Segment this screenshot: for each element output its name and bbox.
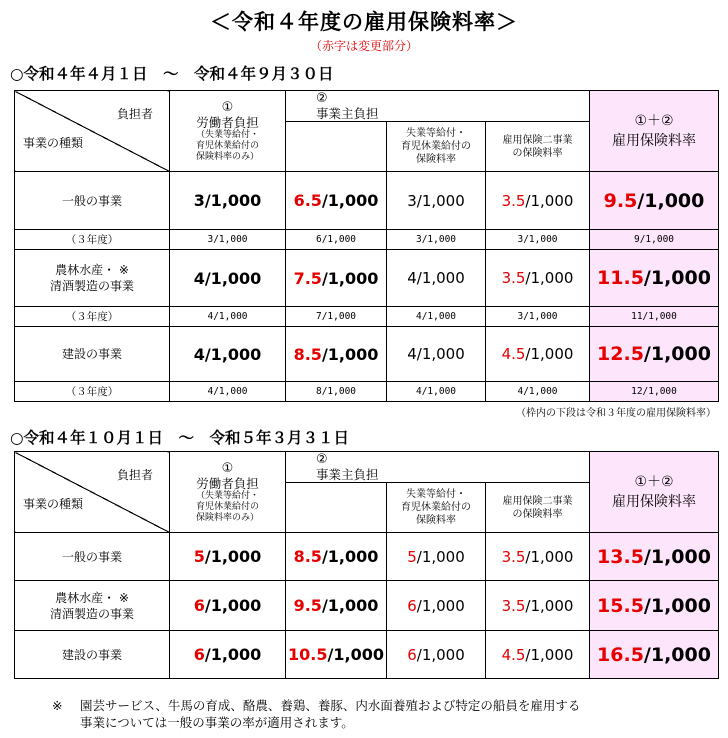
cell-twoproj (486, 250, 590, 307)
cell-twoproj (486, 533, 590, 581)
table-header-row (15, 91, 719, 122)
header-worker-note1: （失業等給付・ (195, 129, 259, 140)
header-employer (286, 91, 590, 122)
header-unemp2: 育児休業給付の (401, 502, 471, 513)
header-kind: 事業の種類 (23, 497, 84, 511)
cell-worker: 4/1,000 (170, 327, 286, 382)
header-twoproj2: の保険料率 (512, 147, 563, 159)
sum-suffix: /1,000 (643, 267, 711, 289)
page-title: ＜令和４年度の雇用保険料率＞ (210, 10, 518, 34)
employer-suffix: /1,000 (327, 645, 384, 664)
twoproj-changed: 3.5 (501, 191, 526, 210)
cell-sum (590, 533, 719, 581)
employer-suffix: /1,000 (321, 596, 379, 615)
twoproj-suffix: /1,000 (525, 191, 574, 210)
sum-changed: 13.5 (597, 545, 644, 568)
table-row (15, 172, 719, 230)
footnote-line1: 園芸サービス、牛馬の育成、酪農、養鶏、養豚、内水面養殖および特定の船員を雇用する (80, 698, 581, 713)
header-unemp1: 失業等給付・ (406, 128, 466, 139)
unemp-suffix: /1,000 (416, 645, 465, 664)
header-unemp3: 保険料率 (416, 515, 456, 526)
header-twoproj (486, 483, 590, 533)
twoproj-changed: 4.5 (501, 645, 526, 664)
cell-twoproj (486, 581, 590, 631)
worker-suffix: /1,000 (204, 596, 262, 615)
rate-table-section1 (14, 90, 719, 402)
row-business-name (15, 250, 170, 307)
section2-heading: ○令和４年１０月１日 ～ 令和５年３月３１日 (10, 429, 350, 447)
cell-sum (590, 250, 719, 307)
sum-suffix: /1,000 (637, 189, 705, 212)
twoproj-suffix: /1,000 (525, 645, 574, 664)
prev-worker: 4/1,000 (170, 382, 286, 402)
prev-sum: 12/1,000 (590, 382, 719, 402)
employer-changed: 7.5 (293, 268, 322, 288)
cell-employer (286, 631, 387, 679)
header-employer-title: 事業主負担 (316, 106, 379, 121)
table-row (15, 533, 719, 581)
header-sum (590, 91, 719, 172)
sum-changed: 9.5 (603, 189, 638, 212)
prev-employer: 6/1,000 (286, 230, 387, 250)
footnote-mark: ※ (52, 698, 63, 713)
cell-worker: 3/1,000 (170, 172, 286, 230)
cell-employer (286, 250, 387, 307)
row-business-name: 一般の事業 (15, 533, 170, 581)
prev-sum: 11/1,000 (590, 307, 719, 327)
prev-twoproj: 3/1,000 (486, 307, 590, 327)
cell-unemp (387, 581, 486, 631)
cell-unemp: 4/1,000 (387, 327, 486, 382)
prev-employer: 7/1,000 (286, 307, 387, 327)
twoproj-suffix: /1,000 (525, 269, 574, 287)
prev-twoproj: 4/1,000 (486, 382, 590, 402)
header-unemp3: 保険料率 (416, 154, 456, 165)
employer-suffix: /1,000 (321, 191, 379, 210)
business-name-line2: 清酒製造の事業 (49, 279, 134, 293)
header-twoproj (486, 122, 590, 172)
header-employer (286, 452, 590, 483)
business-name-line1: 農林水産・ ※ (55, 263, 129, 277)
twoproj-changed: 3.5 (501, 269, 526, 287)
table-row (15, 631, 719, 679)
header-kind: 事業の種類 (23, 136, 84, 150)
table-header-row (15, 452, 719, 483)
worker-suffix: /1,000 (204, 547, 262, 566)
sum-suffix: /1,000 (643, 643, 711, 666)
twoproj-suffix: /1,000 (525, 345, 574, 363)
employer-changed: 9.5 (293, 596, 322, 615)
header-sum (590, 452, 719, 533)
header-worker-title: 労働者負担 (196, 475, 259, 491)
footnote (52, 697, 580, 731)
unemp-changed: 6 (407, 645, 417, 664)
row-business-name (15, 581, 170, 631)
prev-worker: 3/1,000 (170, 230, 286, 250)
rate-table-section2 (14, 451, 719, 679)
cell-twoproj (486, 631, 590, 679)
table-row-prev (15, 382, 719, 402)
header-unemp1: 失業等給付・ (406, 489, 466, 500)
header-sum-num: ①＋② (634, 113, 674, 129)
header-worker-num: ① (221, 460, 234, 476)
header-employer-num: ② (316, 91, 328, 106)
table-row (15, 250, 719, 307)
cell-sum (590, 327, 719, 382)
sum-changed: 16.5 (597, 643, 644, 666)
table-note: （枠内の下段は令和３年度の雇用保険料率） (516, 408, 716, 419)
worker-suffix: /1,000 (204, 645, 262, 664)
prev-unemp: 4/1,000 (387, 307, 486, 327)
cell-employer (286, 327, 387, 382)
header-worker (170, 91, 286, 172)
sum-changed: 12.5 (597, 343, 644, 365)
unemp-changed: 5 (407, 547, 417, 566)
header-unemp (387, 122, 486, 172)
cell-worker (170, 631, 286, 679)
header-twoproj1: 雇用保険二事業 (502, 495, 573, 507)
prev-year-label: （３年度） (15, 382, 170, 402)
cell-employer (286, 533, 387, 581)
cell-unemp: 4/1,000 (387, 250, 486, 307)
employer-changed: 8.5 (293, 547, 322, 566)
table-row-prev (15, 230, 719, 250)
cell-worker: 4/1,000 (170, 250, 286, 307)
employer-changed: 10.5 (288, 645, 328, 664)
header-worker-note3: 保険料率のみ） (195, 512, 259, 523)
business-name-line2: 清酒製造の事業 (49, 606, 134, 621)
prev-year-label: （３年度） (15, 230, 170, 250)
cell-twoproj (486, 327, 590, 382)
cell-employer (286, 172, 387, 230)
header-employer-title: 事業主負担 (316, 467, 379, 482)
prev-unemp: 3/1,000 (387, 230, 486, 250)
header-unemp2: 育児休業給付の (401, 141, 471, 152)
header-sum-title: 雇用保険料率 (612, 494, 696, 510)
twoproj-suffix: /1,000 (525, 547, 574, 566)
cell-unemp (387, 631, 486, 679)
prev-sum: 9/1,000 (590, 230, 719, 250)
cell-sum (590, 172, 719, 230)
page-subtitle: （赤字は変更部分） (309, 39, 418, 53)
employer-suffix: /1,000 (321, 547, 379, 566)
cell-unemp (387, 533, 486, 581)
header-worker-note2: 育児休業給付の (195, 140, 259, 151)
cell-twoproj (486, 172, 590, 230)
worker-changed: 5 (193, 547, 205, 566)
cell-employer (286, 581, 387, 631)
worker-changed: 6 (193, 645, 205, 664)
twoproj-changed: 3.5 (501, 547, 526, 566)
worker-changed: 6 (193, 596, 205, 615)
header-twoproj1: 雇用保険二事業 (502, 134, 573, 146)
header-employer-num: ② (316, 452, 328, 467)
prev-worker: 4/1,000 (170, 307, 286, 327)
prev-twoproj: 3/1,000 (486, 230, 590, 250)
cell-sum (590, 581, 719, 631)
header-payer: 負担者 (116, 107, 153, 121)
employer-changed: 6.5 (293, 191, 322, 210)
business-name-line1: 農林水産・ ※ (55, 590, 129, 605)
header-employer-blank (286, 483, 387, 533)
sum-changed: 15.5 (597, 594, 644, 617)
table-row-prev (15, 307, 719, 327)
table-row (15, 327, 719, 382)
twoproj-changed: 3.5 (501, 596, 526, 615)
sum-suffix: /1,000 (643, 594, 711, 617)
employer-changed: 8.5 (293, 344, 322, 364)
footnote-line2: 事業については一般の事業の率が適用されます。 (80, 715, 354, 730)
prev-unemp: 4/1,000 (387, 382, 486, 402)
header-diagonal-cell (15, 452, 170, 533)
cell-worker (170, 533, 286, 581)
sum-suffix: /1,000 (643, 545, 711, 568)
cell-unemp: 3/1,000 (387, 172, 486, 230)
row-business-name: 一般の事業 (15, 172, 170, 230)
twoproj-changed: 4.5 (501, 345, 526, 363)
header-worker-title: 労働者負担 (196, 114, 259, 130)
header-employer-blank (286, 122, 387, 172)
prev-employer: 8/1,000 (286, 382, 387, 402)
header-sum-title: 雇用保険料率 (612, 133, 696, 149)
header-worker-note3: 保険料率のみ） (195, 151, 259, 162)
header-worker-note1: （失業等給付・ (195, 490, 259, 501)
header-twoproj2: の保険料率 (512, 508, 563, 520)
sum-suffix: /1,000 (643, 343, 711, 365)
unemp-suffix: /1,000 (416, 547, 465, 566)
header-worker (170, 452, 286, 533)
sum-changed: 11.5 (597, 267, 644, 289)
prev-year-label: （３年度） (15, 307, 170, 327)
header-payer: 負担者 (116, 468, 153, 482)
row-business-name: 建設の事業 (15, 327, 170, 382)
employer-suffix: /1,000 (321, 268, 379, 288)
header-diagonal-cell (15, 91, 170, 172)
unemp-suffix: /1,000 (416, 596, 465, 615)
employer-suffix: /1,000 (321, 344, 379, 364)
header-unemp (387, 483, 486, 533)
section1-heading: ○令和４年４月１日 ～ 令和４年９月３０日 (10, 65, 334, 83)
header-sum-num: ①＋② (634, 474, 674, 490)
cell-sum (590, 631, 719, 679)
unemp-changed: 6 (407, 596, 417, 615)
cell-worker (170, 581, 286, 631)
header-worker-num: ① (221, 99, 234, 115)
twoproj-suffix: /1,000 (525, 596, 574, 615)
header-worker-note2: 育児休業給付の (195, 501, 259, 512)
row-business-name: 建設の事業 (15, 631, 170, 679)
table-row (15, 581, 719, 631)
